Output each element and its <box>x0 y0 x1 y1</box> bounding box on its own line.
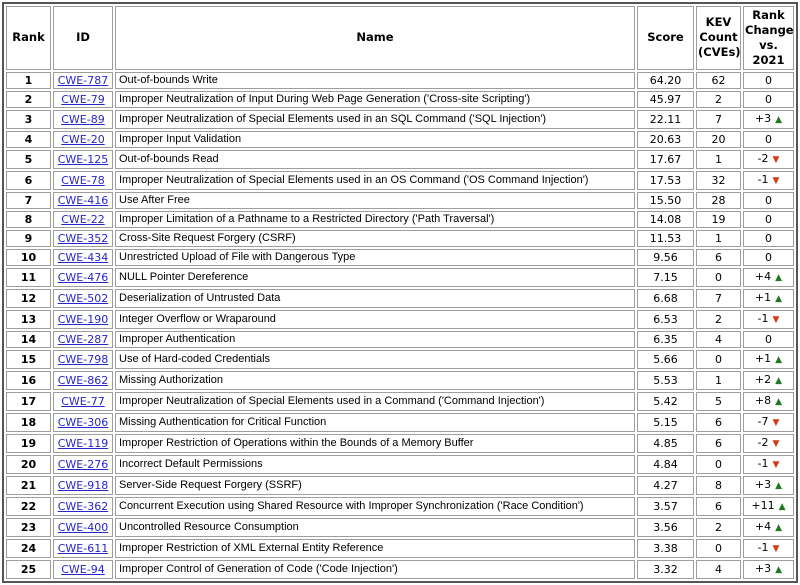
table-row <box>6 413 794 432</box>
cwe-id-link[interactable]: CWE-400 <box>57 520 109 534</box>
cwe-id-link[interactable]: CWE-862 <box>57 373 109 387</box>
rank-cell: 10 <box>6 249 51 266</box>
name-cell: Improper Control of Generation of Code ('Code Injection') <box>115 560 635 579</box>
rank-cell: 13 <box>6 310 51 329</box>
name-cell: NULL Pointer Dereference <box>115 268 635 287</box>
id-cell <box>53 392 113 411</box>
rank-cell: 23 <box>6 518 51 537</box>
rank-change-value: 0 <box>765 92 772 106</box>
kev-count-cell: 6 <box>696 497 741 516</box>
score-cell: 6.35 <box>637 331 694 348</box>
rank-change-cell <box>743 310 794 329</box>
table-row <box>6 131 794 148</box>
rank-change-value: +3 <box>754 111 772 125</box>
rank-change-value: 0 <box>765 250 772 264</box>
cwe-id-link[interactable]: CWE-125 <box>57 152 109 166</box>
score-cell: 4.84 <box>637 455 694 474</box>
id-cell <box>53 171 113 190</box>
id-cell <box>53 268 113 287</box>
name-cell: Deserialization of Untrusted Data <box>115 289 635 308</box>
cwe-id-link[interactable]: CWE-476 <box>57 270 109 284</box>
col-header-name: Name <box>115 6 635 70</box>
id-cell <box>53 413 113 432</box>
name-cell: Missing Authorization <box>115 371 635 390</box>
rank-change-cell <box>743 476 794 495</box>
name-cell: Uncontrolled Resource Consumption <box>115 518 635 537</box>
cwe-id-link[interactable]: CWE-362 <box>57 499 109 513</box>
id-cell <box>53 131 113 148</box>
rank-change-value: +11 <box>751 498 775 512</box>
kev-count-cell: 6 <box>696 434 741 453</box>
table-row <box>6 171 794 190</box>
rank-up-icon: ▲ <box>775 114 783 125</box>
rank-change-cell <box>743 230 794 247</box>
table-row <box>6 192 794 209</box>
rank-change-cell <box>743 171 794 190</box>
cwe-id-link[interactable]: CWE-287 <box>57 332 109 346</box>
id-cell <box>53 150 113 169</box>
score-cell: 4.27 <box>637 476 694 495</box>
rank-cell: 9 <box>6 230 51 247</box>
table-row <box>6 539 794 558</box>
name-cell: Improper Restriction of Operations within the Bounds of a Memory Buffer <box>115 434 635 453</box>
cwe-id-link[interactable]: CWE-22 <box>61 212 105 226</box>
rank-change-cell <box>743 331 794 348</box>
rank-up-icon: ▲ <box>775 354 783 365</box>
rank-change-cell <box>743 434 794 453</box>
score-cell: 5.66 <box>637 350 694 369</box>
id-cell <box>53 331 113 348</box>
table-row <box>6 310 794 329</box>
id-cell <box>53 230 113 247</box>
rank-up-icon: ▲ <box>778 501 786 512</box>
name-cell: Improper Restriction of XML External Entity Reference <box>115 539 635 558</box>
cwe-top25-table <box>2 2 798 583</box>
cwe-id-link[interactable]: CWE-78 <box>61 173 105 187</box>
rank-up-icon: ▲ <box>775 293 783 304</box>
kev-count-cell: 1 <box>696 371 741 390</box>
cwe-id-link[interactable]: CWE-434 <box>57 250 109 264</box>
rank-change-cell <box>743 192 794 209</box>
table-row <box>6 497 794 516</box>
name-cell: Incorrect Default Permissions <box>115 455 635 474</box>
name-cell: Integer Overflow or Wraparound <box>115 310 635 329</box>
rank-change-cell <box>743 72 794 89</box>
table-row <box>6 230 794 247</box>
col-header-score: Score <box>637 6 694 70</box>
id-cell <box>53 289 113 308</box>
rank-change-value: -1 <box>757 456 769 470</box>
cwe-id-link[interactable]: CWE-190 <box>57 312 109 326</box>
name-cell: Improper Neutralization of Input During Web Page Generation ('Cross-site Scripting') <box>115 91 635 108</box>
score-cell: 5.53 <box>637 371 694 390</box>
rank-change-value: -2 <box>757 151 769 165</box>
rank-up-icon: ▲ <box>775 396 783 407</box>
rank-cell: 5 <box>6 150 51 169</box>
id-cell <box>53 455 113 474</box>
rank-change-cell <box>743 560 794 579</box>
rank-change-value: +1 <box>754 351 772 365</box>
kev-count-cell: 6 <box>696 413 741 432</box>
rank-change-cell <box>743 211 794 228</box>
score-cell: 7.15 <box>637 268 694 287</box>
col-header-rank: Rank <box>6 6 51 70</box>
rank-cell: 16 <box>6 371 51 390</box>
name-cell: Improper Authentication <box>115 331 635 348</box>
score-cell: 6.68 <box>637 289 694 308</box>
rank-change-cell <box>743 392 794 411</box>
rank-down-icon: ▼ <box>772 459 780 470</box>
rank-change-value: 0 <box>765 332 772 346</box>
table-row <box>6 371 794 390</box>
name-cell: Improper Neutralization of Special Elements used in a Command ('Command Injection') <box>115 392 635 411</box>
rank-cell: 8 <box>6 211 51 228</box>
score-cell: 3.57 <box>637 497 694 516</box>
rank-change-value: 0 <box>765 212 772 226</box>
table-row <box>6 211 794 228</box>
kev-count-cell: 1 <box>696 150 741 169</box>
table-row <box>6 150 794 169</box>
name-cell: Improper Neutralization of Special Elements used in an SQL Command ('SQL Injection') <box>115 110 635 129</box>
id-cell <box>53 91 113 108</box>
cwe-id-link[interactable]: CWE-306 <box>57 415 109 429</box>
rank-change-value: +8 <box>754 393 772 407</box>
rank-change-value: -1 <box>757 172 769 186</box>
rank-up-icon: ▲ <box>775 375 783 386</box>
rank-cell: 22 <box>6 497 51 516</box>
rank-change-cell <box>743 268 794 287</box>
score-cell: 3.56 <box>637 518 694 537</box>
kev-count-cell: 7 <box>696 289 741 308</box>
rank-cell: 15 <box>6 350 51 369</box>
score-cell: 3.38 <box>637 539 694 558</box>
table-row <box>6 72 794 89</box>
score-cell: 15.50 <box>637 192 694 209</box>
rank-cell: 17 <box>6 392 51 411</box>
kev-count-cell: 5 <box>696 392 741 411</box>
name-cell: Use After Free <box>115 192 635 209</box>
rank-cell: 21 <box>6 476 51 495</box>
rank-cell: 24 <box>6 539 51 558</box>
table-row <box>6 91 794 108</box>
rank-cell: 25 <box>6 560 51 579</box>
cwe-id-link[interactable]: CWE-119 <box>57 436 109 450</box>
cwe-id-link[interactable]: CWE-611 <box>57 541 109 555</box>
cwe-id-link[interactable]: CWE-352 <box>57 231 109 245</box>
kev-count-cell: 62 <box>696 72 741 89</box>
rank-cell: 7 <box>6 192 51 209</box>
name-cell: Server-Side Request Forgery (SSRF) <box>115 476 635 495</box>
rank-up-icon: ▲ <box>775 564 783 575</box>
score-cell: 11.53 <box>637 230 694 247</box>
name-cell: Use of Hard-coded Credentials <box>115 350 635 369</box>
rank-cell: 11 <box>6 268 51 287</box>
rank-down-icon: ▼ <box>772 314 780 325</box>
cwe-id-link[interactable]: CWE-798 <box>57 352 109 366</box>
rank-change-cell <box>743 497 794 516</box>
rank-change-value: -1 <box>757 311 769 325</box>
table-row <box>6 560 794 579</box>
table-row <box>6 249 794 266</box>
rank-cell: 19 <box>6 434 51 453</box>
cwe-id-link[interactable]: CWE-502 <box>57 291 109 305</box>
table-row <box>6 289 794 308</box>
rank-change-cell <box>743 371 794 390</box>
rank-change-value: +3 <box>754 561 772 575</box>
cwe-id-link[interactable]: CWE-20 <box>61 132 105 146</box>
rank-cell: 3 <box>6 110 51 129</box>
rank-down-icon: ▼ <box>772 438 780 449</box>
score-cell: 3.32 <box>637 560 694 579</box>
cwe-id-link[interactable]: CWE-94 <box>61 562 105 576</box>
cwe-id-link[interactable]: CWE-416 <box>57 193 109 207</box>
rank-down-icon: ▼ <box>772 175 780 186</box>
rank-cell: 2 <box>6 91 51 108</box>
col-header-id: ID <box>53 6 113 70</box>
id-cell <box>53 371 113 390</box>
kev-count-cell: 0 <box>696 455 741 474</box>
rank-change-cell <box>743 455 794 474</box>
id-cell <box>53 497 113 516</box>
rank-change-value: -2 <box>757 435 769 449</box>
rank-change-value: +2 <box>754 372 772 386</box>
rank-change-cell <box>743 249 794 266</box>
kev-count-cell: 7 <box>696 110 741 129</box>
id-cell <box>53 192 113 209</box>
cwe-id-link[interactable]: CWE-89 <box>61 112 105 126</box>
kev-count-cell: 0 <box>696 268 741 287</box>
rank-cell: 6 <box>6 171 51 190</box>
kev-count-cell: 8 <box>696 476 741 495</box>
kev-count-cell: 28 <box>696 192 741 209</box>
score-cell: 14.08 <box>637 211 694 228</box>
rank-down-icon: ▼ <box>772 154 780 165</box>
rank-cell: 4 <box>6 131 51 148</box>
id-cell <box>53 518 113 537</box>
name-cell: Out-of-bounds Read <box>115 150 635 169</box>
score-cell: 45.97 <box>637 91 694 108</box>
rank-change-value: -1 <box>757 540 769 554</box>
name-cell: Out-of-bounds Write <box>115 72 635 89</box>
rank-change-cell <box>743 350 794 369</box>
table-row <box>6 268 794 287</box>
cwe-id-link[interactable]: CWE-77 <box>61 394 105 408</box>
rank-change-value: 0 <box>765 73 772 87</box>
id-cell <box>53 476 113 495</box>
rank-change-value: +4 <box>754 519 772 533</box>
id-cell <box>53 560 113 579</box>
id-cell <box>53 249 113 266</box>
rank-cell: 20 <box>6 455 51 474</box>
id-cell <box>53 110 113 129</box>
kev-count-cell: 4 <box>696 331 741 348</box>
kev-count-cell: 20 <box>696 131 741 148</box>
rank-cell: 14 <box>6 331 51 348</box>
table-row <box>6 455 794 474</box>
rank-down-icon: ▼ <box>772 543 780 554</box>
score-cell: 5.15 <box>637 413 694 432</box>
rank-change-value: +4 <box>754 269 772 283</box>
id-cell <box>53 539 113 558</box>
table-row <box>6 476 794 495</box>
name-cell: Improper Limitation of a Pathname to a Restricted Directory ('Path Traversal') <box>115 211 635 228</box>
rank-up-icon: ▲ <box>775 480 783 491</box>
table-row <box>6 518 794 537</box>
kev-count-cell: 2 <box>696 310 741 329</box>
kev-count-cell: 4 <box>696 560 741 579</box>
rank-cell: 12 <box>6 289 51 308</box>
table-row <box>6 110 794 129</box>
rank-change-value: -7 <box>757 414 769 428</box>
kev-count-cell: 2 <box>696 91 741 108</box>
name-cell: Improper Neutralization of Special Elements used in an OS Command ('OS Command Injection') <box>115 171 635 190</box>
rank-up-icon: ▲ <box>775 272 783 283</box>
rank-change-cell <box>743 91 794 108</box>
kev-count-cell: 6 <box>696 249 741 266</box>
table-row <box>6 392 794 411</box>
score-cell: 64.20 <box>637 72 694 89</box>
table-row <box>6 331 794 348</box>
kev-count-cell: 32 <box>696 171 741 190</box>
table-row <box>6 434 794 453</box>
id-cell <box>53 434 113 453</box>
col-header-kev-count: KEV Count (CVEs) <box>696 6 741 70</box>
name-cell: Improper Input Validation <box>115 131 635 148</box>
rank-change-value: +1 <box>754 290 772 304</box>
rank-down-icon: ▼ <box>772 417 780 428</box>
kev-count-cell: 1 <box>696 230 741 247</box>
header-row <box>6 6 794 70</box>
name-cell: Unrestricted Upload of File with Dangerous Type <box>115 249 635 266</box>
cwe-id-link[interactable]: CWE-787 <box>57 73 109 87</box>
kev-count-cell: 19 <box>696 211 741 228</box>
id-cell <box>53 350 113 369</box>
cwe-id-link[interactable]: CWE-276 <box>57 457 109 471</box>
name-cell: Concurrent Execution using Shared Resource with Improper Synchronization ('Race Condition') <box>115 497 635 516</box>
kev-count-cell: 2 <box>696 518 741 537</box>
rank-change-value: 0 <box>765 231 772 245</box>
score-cell: 22.11 <box>637 110 694 129</box>
kev-count-cell: 0 <box>696 539 741 558</box>
rank-change-cell <box>743 539 794 558</box>
rank-change-cell <box>743 131 794 148</box>
name-cell: Cross-Site Request Forgery (CSRF) <box>115 230 635 247</box>
score-cell: 17.67 <box>637 150 694 169</box>
kev-count-cell: 0 <box>696 350 741 369</box>
col-header-rank-change: Rank Change vs. 2021 <box>743 6 794 70</box>
rank-change-cell <box>743 413 794 432</box>
score-cell: 9.56 <box>637 249 694 266</box>
id-cell <box>53 72 113 89</box>
rank-cell: 18 <box>6 413 51 432</box>
name-cell: Missing Authentication for Critical Function <box>115 413 635 432</box>
score-cell: 20.63 <box>637 131 694 148</box>
rank-change-cell <box>743 518 794 537</box>
rank-up-icon: ▲ <box>775 522 783 533</box>
rank-cell: 1 <box>6 72 51 89</box>
id-cell <box>53 310 113 329</box>
score-cell: 5.42 <box>637 392 694 411</box>
id-cell <box>53 211 113 228</box>
cwe-id-link[interactable]: CWE-79 <box>61 92 105 106</box>
score-cell: 17.53 <box>637 171 694 190</box>
rank-change-cell <box>743 110 794 129</box>
rank-change-cell <box>743 289 794 308</box>
table-row <box>6 350 794 369</box>
rank-change-value: 0 <box>765 132 772 146</box>
score-cell: 6.53 <box>637 310 694 329</box>
rank-change-cell <box>743 150 794 169</box>
cwe-id-link[interactable]: CWE-918 <box>57 478 109 492</box>
score-cell: 4.85 <box>637 434 694 453</box>
rank-change-value: 0 <box>765 193 772 207</box>
rank-change-value: +3 <box>754 477 772 491</box>
